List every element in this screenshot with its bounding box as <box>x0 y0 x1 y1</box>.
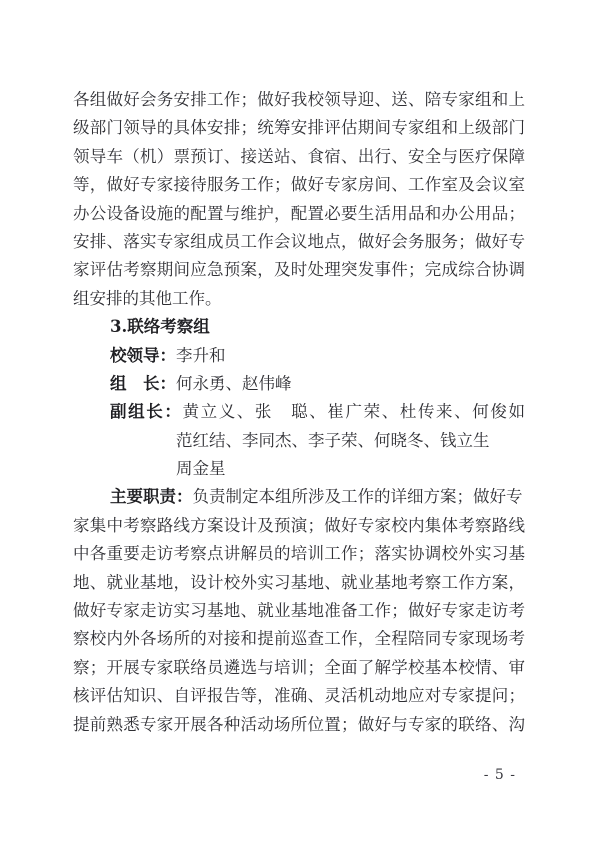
text-line: 家集中考察路线方案设计及预演；做好专家校内集体考察路线 <box>73 515 525 535</box>
section-heading: 3.联络考察组 <box>110 317 210 337</box>
role-continuation-line: 周金星 <box>176 459 226 479</box>
role-line <box>73 398 525 426</box>
text-line: 察；开展专家联络员遴选与培训；全面了解学校基本校情、审 <box>73 657 525 677</box>
text-line: 提前熟悉专家开展各种活动场所位置；做好与专家的联络、沟 <box>73 714 525 734</box>
duties-text: 负责制定本组所涉及工作的详细方案；做好专 <box>192 487 523 507</box>
role-value: 李升和 <box>176 345 226 365</box>
text-line: 级部门领导的具体安排；统筹安排评估期间专家组和上级部门 <box>73 118 525 138</box>
text-line: 地、就业基地，设计校外实习基地、就业基地考察工作方案， <box>73 572 525 592</box>
text-line: 等，做好专家接待服务工作；做好专家房间、工作室及会议室 <box>73 175 525 195</box>
role-label: 校领导： <box>110 345 176 365</box>
role-line <box>73 342 525 370</box>
text-line: 察校内外各场所的对接和提前巡查工作，全程陪同专家现场考 <box>73 629 525 649</box>
text-line: 各组做好会务安排工作；做好我校领导迎、送、陪专家组和上 <box>73 90 525 109</box>
role-label: 组 长： <box>110 373 176 393</box>
page-number: - 5 - <box>483 767 516 783</box>
text-line: 中各重要走访考察点讲解员的培训工作；落实协调校外实习基 <box>73 544 525 564</box>
text-block <box>73 86 525 739</box>
duties-line <box>73 483 525 511</box>
text-line: 安排、落实专家组成员工作会议地点，做好会务服务；做好专 <box>73 231 525 251</box>
text-line: 做好专家走访实习基地、就业基地准备工作；做好专家走访考 <box>73 601 525 621</box>
text-line: 家评估考察期间应急预案，及时处理突发事件；完成综合协调 <box>73 260 525 280</box>
role-label: 副组长： <box>110 402 183 422</box>
role-line <box>73 370 525 398</box>
text-line: 办公设备设施的配置与维护，配置必要生活用品和办公用品； <box>73 203 525 223</box>
text-line: 领导车（机）票预订、接送站、食宿、出行、安全与医疗保障 <box>73 146 525 166</box>
text-line: 组安排的其他工作。 <box>73 288 222 308</box>
text-line: 核评估知识、自评报告等，准确、灵活机动地应对专家提问； <box>73 686 525 706</box>
role-value: 何永勇、赵伟峰 <box>176 373 292 393</box>
role-continuation-line: 范红结、李同杰、李子荣、何晓冬、钱立生 <box>176 430 490 450</box>
duties-label: 主要职责： <box>110 487 193 507</box>
role-value: 黄立义、张 聪、崔广荣、杜传来、何俊如 <box>182 402 526 422</box>
